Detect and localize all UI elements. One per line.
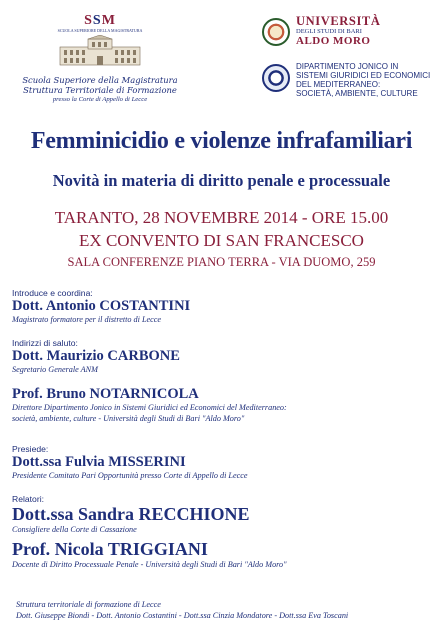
footer-line1: Struttura territoriale di formazione di Lecce xyxy=(16,600,161,609)
ssm-logo-block xyxy=(20,14,180,104)
speakers-role: Relatori: xyxy=(12,494,44,504)
school-name-line2: Struttura Territoriale di Formazione xyxy=(23,85,177,95)
department-text xyxy=(296,62,430,98)
speaker1-name: Dott.ssa Sandra RECCHIONE xyxy=(12,504,250,524)
chair-role: Presiede: xyxy=(12,444,49,454)
greeting2-section xyxy=(12,386,432,424)
event-title: Femminicidio e violenze infrafamiliari xyxy=(30,128,413,154)
university-text xyxy=(296,15,381,47)
greetings-role: Indirizzi di saluto: xyxy=(12,338,78,348)
department-line1: DIPARTIMENTO JONICO IN xyxy=(296,62,399,71)
chair-section xyxy=(12,444,432,482)
department-line3: DEL MEDITERRANEO: xyxy=(296,80,381,89)
ssm-monogram: SSM xyxy=(84,13,116,28)
intro-section xyxy=(12,288,432,326)
speaker2-desc: Docente di Diritto Processuale Penale - Università degli Studi di Bari "Aldo Moro" xyxy=(12,559,287,569)
intro-desc: Magistrato formatore per il distretto di Lecce xyxy=(12,315,162,324)
university-subtitle: DEGLI STUDI DI BARI xyxy=(296,28,362,35)
department-logo xyxy=(262,62,440,102)
intro-role: Introduce e coordina: xyxy=(12,288,93,298)
greeting1-desc: Segretario Generale ANM xyxy=(12,365,98,374)
university-seal-icon xyxy=(262,18,290,46)
palace-building-icon xyxy=(58,35,142,67)
school-name-line1: Scuola Superiore della Magistratura xyxy=(22,75,178,85)
speakers-section xyxy=(12,494,432,570)
footer xyxy=(16,599,436,621)
greeting2-desc-line2: società, ambiente, culture - Università degli Studi di Bari "Aldo Moro" xyxy=(12,413,245,423)
event-date-time: TARANTO, 28 NOVEMBRE 2014 - ORE 15.00 xyxy=(54,208,389,227)
footer-line2: Dott. Giuseppe Biondi - Dott. Antonio Costantini - Dott.ssa Cinzia Mondatore - Dott.ssa Eva Toscani xyxy=(16,611,349,620)
event-room-address: SALA CONFERENZE PIANO TERRA - VIA DUOMO, 259 xyxy=(67,255,376,269)
university-title: UNIVERSITÀ xyxy=(296,14,381,28)
event-subtitle: Novità in materia di diritto penale e processuale xyxy=(52,171,391,190)
greeting2-desc-line1: Direttore Dipartimento Jonico in Sistemi Giuridici ed Economici del Mediterraneo: xyxy=(12,403,287,412)
department-line2: SISTEMI GIURIDICI ED ECONOMICI xyxy=(296,71,431,80)
chair-name: Dott.ssa Fulvia MISSERINI xyxy=(12,454,186,470)
greetings-section xyxy=(12,338,432,376)
speaker2-name: Prof. Nicola TRIGGIANI xyxy=(12,538,208,559)
speaker1-desc: Consigliere della Corte di Cassazione xyxy=(12,525,137,534)
greeting1-name: Dott. Maurizio CARBONE xyxy=(12,348,180,364)
university-logo xyxy=(262,14,434,52)
chair-desc: Presidente Comitato Pari Opportunità presso Corte di Appello di Lecce xyxy=(12,471,248,480)
department-line4: SOCIETÀ, AMBIENTE, CULTURE xyxy=(296,89,418,98)
department-seal-icon xyxy=(262,64,290,92)
ssm-logo-caption: SCUOLA SUPERIORE DELLA MAGISTRATURA xyxy=(57,28,143,33)
intro-name: Dott. Antonio COSTANTINI xyxy=(12,298,191,314)
greeting2-name: Prof. Bruno NOTARNICOLA xyxy=(12,386,199,402)
school-name-line3: presso la Corte di Appello di Lecce xyxy=(52,96,148,103)
event-venue: EX CONVENTO DI SAN FRANCESCO xyxy=(79,231,364,250)
university-name: ALDO MORO xyxy=(296,35,371,47)
